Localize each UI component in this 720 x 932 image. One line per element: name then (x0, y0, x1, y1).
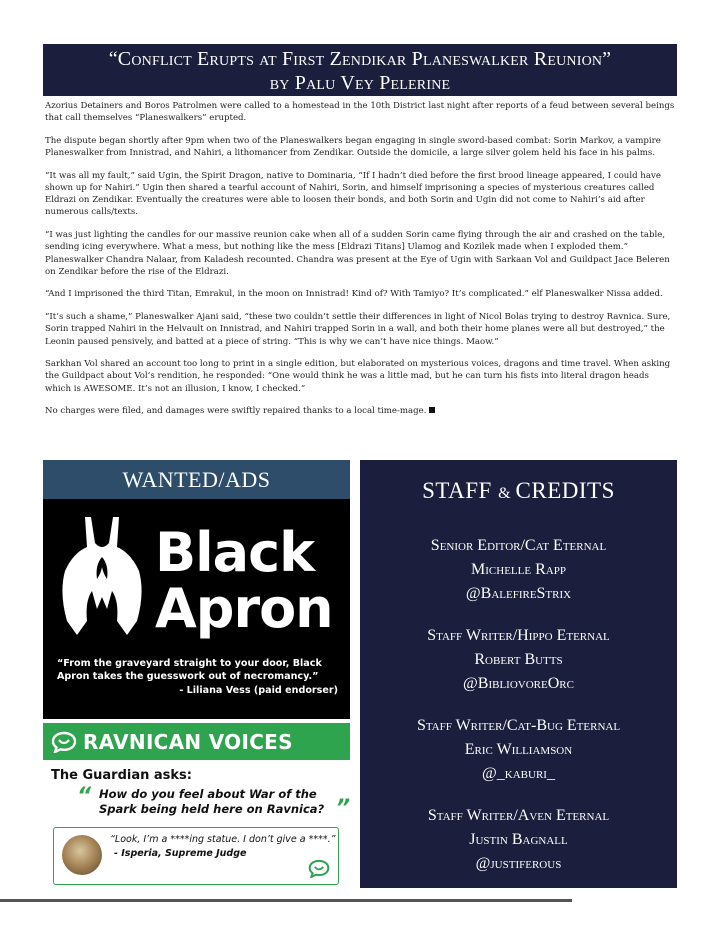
article-paragraph: The dispute began shortly after 9pm when two of the Planeswalkers began engaging in single sword-based combat: Sorin Markov, a vampire Planeswalker from Innistrad, and Nahiri, a lithomancer from Zendikar. Outside the domicile, a large silver golem held his face in his palms. (45, 135, 661, 159)
article-paragraph: “And I imprisoned the third Titan, Emrakul, in the moon on Innistrad! Kind of? With Tamiyo? It’s complicated.” elf Planeswalker Nissa added. (45, 289, 663, 300)
isperia-avatar (62, 835, 102, 875)
article-paragraph: “It was all my fault,” said Ugin, the Spirit Dragon, native to Dominaria, “If I hadn’t died before the first brood lineage appeared, I could have shown up for Nahiri.” Ugin then shared a tearful account of Nahiri, Sorin, and himself imprisoning a species of mysterious creatures called Eldrazi on Zendikar. Eventually the creatures were able to loosen their bonds, and both Sorin and Ugin did not come to Nahiri’s aid after numerous calls/texts. (45, 170, 661, 218)
staff-role: Senior Editor/Cat Eternal (430, 537, 607, 554)
staff-title-part1: STAFF (422, 478, 499, 503)
bottom-rule (0, 899, 572, 902)
staff-role: Staff Writer/Cat-Bug Eternal (416, 717, 621, 734)
article-paragraph: “I was just lighting the candles for our massive reunion cake when all of a sudden Sorin came flying through the air and crashed on the table, sending icing everywhere. What a mess, but nothing like the mess [Eldrazi Titans] Ulamog and Kozilek made when I exploded them.” Planeswalker Chandra Nalaar, from Kaladesh recounted. Chandra was present at the Eye of Ugin with Sarkaan Vol and Guildpact Jace Beleren on Zendikar before the rise of the Eldrazi. (45, 230, 670, 277)
staff-handle: @justiferous (475, 855, 562, 872)
staff-handle: @BibliovoreOrc (463, 675, 574, 692)
article-paragraph: Azorius Detainers and Boros Patrolmen were called to a homestead in the 10th District last night after reports of a feud between several beings that call themselves “Planeswalkers” erupted. (45, 101, 675, 124)
open-quote-icon: “ (77, 784, 92, 809)
staff-credits-title (360, 478, 677, 504)
staff-handle: @_kaburi_ (482, 765, 555, 782)
staff-name: Eric Williamson (464, 741, 573, 758)
article-body (45, 100, 677, 428)
headline-banner (43, 44, 677, 96)
staff-member (360, 804, 677, 876)
article-closing-text: No charges were filed, and damages were swiftly repaired thanks to a local time-mage. (45, 406, 427, 417)
ravnican-voices-title: RAVNICAN VOICES (83, 729, 293, 754)
staff-handle: @BalefireStrix (465, 585, 572, 602)
answer-box (53, 827, 339, 885)
speech-bubble-small-icon (308, 859, 330, 878)
voices-question (77, 784, 350, 821)
ad-attribution: - Liliana Vess (paid endorser) (179, 685, 338, 696)
staff-member (360, 714, 677, 786)
staff-role: Staff Writer/Aven Eternal (427, 807, 610, 824)
brand-line-black: Black (155, 521, 315, 584)
headline-byline: by Palu Vey Pelerine (269, 72, 451, 94)
wanted-ads-header: WANTED/ADS (43, 460, 350, 499)
close-quote-icon: ” (335, 796, 350, 821)
staff-name: Justin Bagnall (469, 831, 568, 848)
answer-attribution: - Isperia, Supreme Judge (114, 848, 247, 859)
article-paragraph: “It’s such a shame,” Planeswalker Ajani said, “these two couldn’t settle their differences in light of Nicol Bolas trying to destroy Ravnica. Sure, Sorin trapped Nahiri in the Helvault on Innistrad, and Nahiri trapped Sorin in a wall, and both their home planes were all but destroyed,” the Leonin paused pensively, and batted at a piece of string. “This is why we can’t have nice things. Maow.” (45, 312, 671, 347)
brand-line-apron: Apron (155, 577, 333, 640)
voices-question-text: How do you feel about War of the Spark being held here on Ravnica? (99, 787, 325, 816)
staff-role: Staff Writer/Hippo Eternal (427, 627, 610, 644)
apron-logo-icon (57, 513, 147, 643)
article-closing (45, 405, 677, 417)
staff-member (360, 534, 677, 606)
article-paragraph: Sarkhan Vol shared an account too long to print in a single edition, but elaborated on mysterious voices, dragons and time travel. When asking the Guildpact about Vol’s rendition, he responded: “One would think he was a little mad, but he can turn his fists into literal dragon heads which is AWESOME. It’s not an illusion, I know, I checked.” (45, 359, 671, 394)
ad-quote: “From the graveyard straight to your door, Black Apron takes the guesswork out of necromancy.” (57, 658, 322, 682)
headline-title: “Conflict Erupts at First Zendikar Planeswalker Reunion” (108, 48, 612, 70)
guardian-asks: The Guardian asks: (51, 768, 192, 783)
staff-member (360, 624, 677, 696)
ravnican-voices-banner (43, 723, 350, 760)
answer-text: “Look, I’m a ****ing statue. I don’t give a ****.” (110, 834, 336, 845)
staff-name: Robert Butts (474, 651, 563, 668)
staff-name: Michelle Rapp (471, 561, 566, 578)
end-mark-icon (429, 407, 435, 413)
black-apron-ad (43, 499, 350, 719)
black-apron-brand (155, 521, 333, 640)
staff-credits-panel (360, 460, 677, 888)
staff-title-amp: & (498, 485, 516, 502)
speech-bubble-icon (51, 731, 77, 753)
ads-column (43, 460, 350, 885)
staff-title-part2: CREDITS (515, 478, 615, 503)
